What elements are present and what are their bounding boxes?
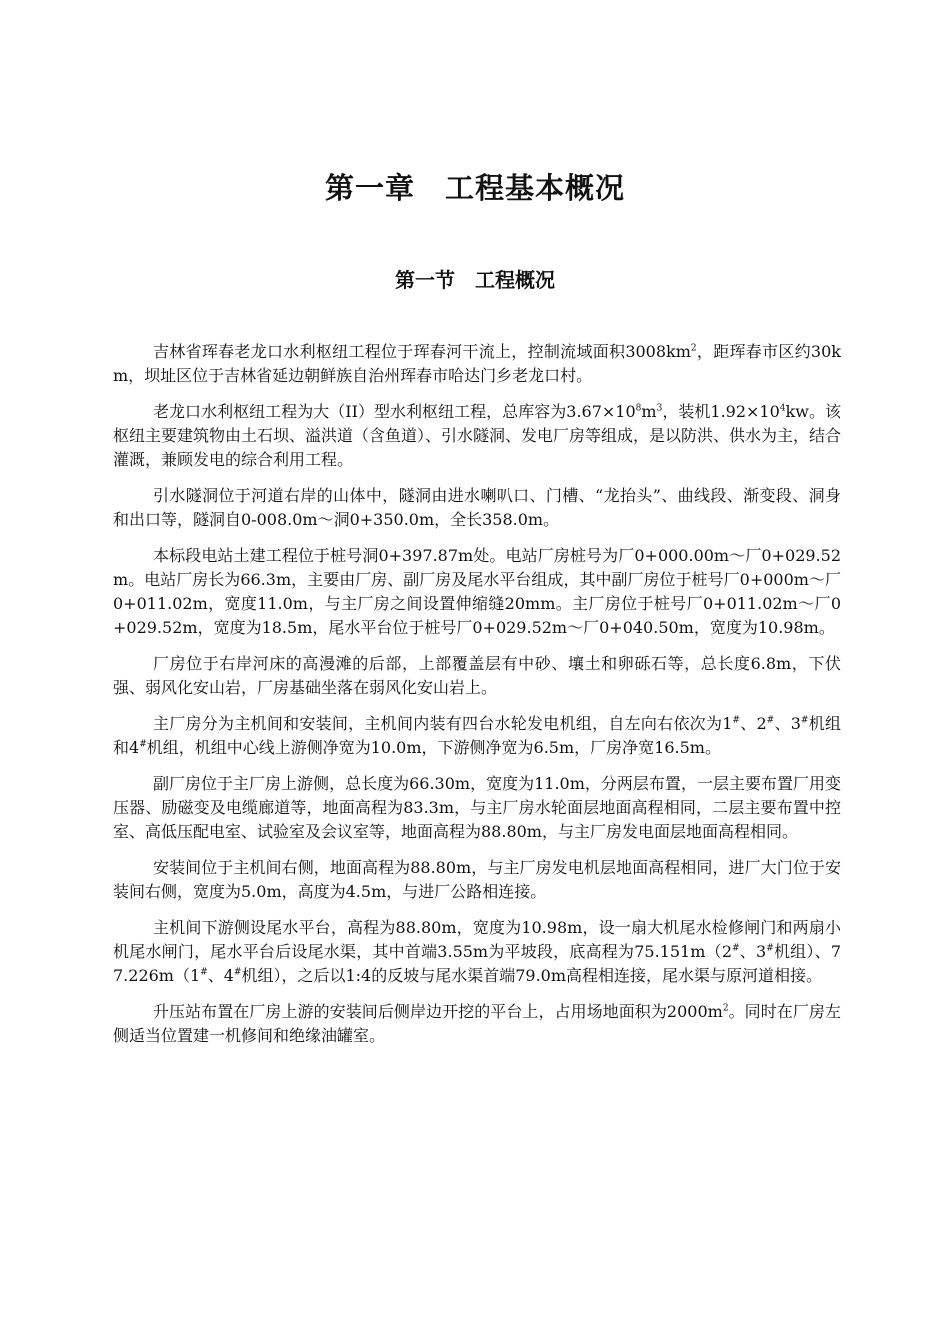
text-run: 、2 (739, 714, 767, 733)
superscript: # (732, 715, 740, 726)
superscript: 8 (635, 403, 642, 414)
text-run: 。同时在厂房左侧适当位置建一机修间和绝缘油罐室。 (113, 1002, 841, 1045)
paragraph (113, 484, 841, 532)
text-run: 副厂房位于主厂房上游侧，总长度为66.30m，宽度为11.0m，分两层布置，一层主要布置厂用变压器、励磁变及电缆廊道等，地面高程为83.3m，与主厂房水轮面层地面高程相同，二层主要布置中控室、高低压配电室、试验室及会议室等，地面高程为88.80m，与主厂房发电面层地面高程相同。 (113, 774, 841, 841)
text-run: 机组，机组中心线上游侧净宽为10.0m，下游侧净宽为6.5m，厂房净宽16.5m。 (146, 738, 721, 757)
text-run: 、3 (774, 714, 801, 733)
superscript: 3 (656, 403, 663, 414)
text-run: m (641, 402, 657, 421)
text-run: 厂房位于右岸河床的高漫滩的后部，上部覆盖层有中砂、壤土和卵砾石等，总长度6.8m，下伏强、弱风化安山岩，厂房基础坐落在弱风化安山岩上。 (113, 654, 841, 697)
superscript: # (139, 739, 147, 750)
superscript: # (233, 967, 242, 978)
superscript: # (766, 943, 774, 954)
text-run: 、4 (207, 966, 234, 985)
paragraph (113, 400, 841, 472)
text-run: 吉林省珲春老龙口水利枢纽工程位于珲春河干流上，控制流域面积3008km (153, 342, 691, 361)
paragraph (113, 772, 841, 844)
text-run: 主机间下游侧设尾水平台，高程为88.80m，宽度为10.98m，设一扇大机尾水检修闸门和两扇小机尾水闸门，尾水平台后设尾水渠，其中首端3.55m为平坡段，底高程为75.151m（2 (113, 918, 841, 961)
text-run: 本标段电站土建工程位于桩号洞0+397.87m处。电站厂房桩号为厂0+000.00m～厂0+029.52m。电站厂房长为66.3m，主要由厂房、副厂房及尾水平台组成，其中副厂房位于桩号厂0+000m～厂0+011.02m，宽度11.0m，与主厂房之间设置伸缩缝20mm。主厂房位于桩号厂0+011.02m～厂0+029.52m，宽度为18.5m，尾水平台位于桩号厂0+029.52m～厂0+040.50m，宽度为10.98m。 (113, 546, 841, 637)
superscript: 4 (779, 403, 786, 414)
paragraph (113, 916, 841, 988)
paragraph (113, 544, 841, 640)
superscript: 2 (690, 343, 697, 354)
chapter-title: 第一章 工程基本概况 (324, 171, 625, 205)
superscript: # (766, 715, 775, 726)
text-run: kw。该枢纽主要建筑物由土石坝、溢洪道（含鱼道）、引水隧洞、发电厂房等组成，是以防洪、供水为主，结合灌溉，兼顾发电的综合利用工程。 (113, 402, 842, 469)
paragraph (113, 652, 841, 700)
superscript: # (800, 715, 809, 726)
text-run: 老龙口水利枢纽工程为大（II）型水利枢纽工程，总库容为3.67×10 (153, 402, 636, 421)
text-run: 引水隧洞位于河道右岸的山体中，隧洞由进水喇叭口、门槽、“龙抬头”、曲线段、渐变段、洞身和出口等，隧洞自0-008.0m～洞0+350.0m，全长358.0m。 (113, 486, 841, 529)
text-run: 主厂房分为主机间和安装间，主机间内装有四台水轮发电机组，自左向右依次为1 (153, 714, 733, 733)
text-run: 升压站布置在厂房上游的安装间后侧岸边开挖的平台上，占用场地面积为2000m (153, 1002, 723, 1021)
text-run: 安装间位于主机间右侧，地面高程为88.80m，与主厂房发电机层地面高程相同，进厂大门位于安装间右侧，宽度为5.0m，高度为4.5m，与进厂公路相连接。 (113, 858, 841, 901)
paragraph (113, 712, 841, 760)
paragraph (113, 1000, 841, 1048)
text-run: 机组）、77.226m（1 (113, 942, 842, 985)
paragraph (113, 856, 841, 904)
superscript: 2 (722, 1003, 729, 1014)
text-run: ，距珲春市区约30km，坝址区位于吉林省延边朝鲜族自治州珲春市哈达门乡老龙口村。 (113, 342, 841, 385)
text-run: 机组和4 (113, 714, 841, 757)
superscript: # (200, 967, 208, 978)
body-text (113, 340, 841, 1060)
text-run: 机组），之后以1:4的反坡与尾水渠首端79.0m高程相连接，尾水渠与原河道相接。 (241, 966, 823, 985)
text-run: ，装机1.92×10 (662, 402, 780, 421)
paragraph (113, 340, 841, 388)
text-run: 、3 (739, 942, 767, 961)
superscript: # (732, 943, 740, 954)
section-title: 第一节 工程概况 (395, 268, 555, 292)
